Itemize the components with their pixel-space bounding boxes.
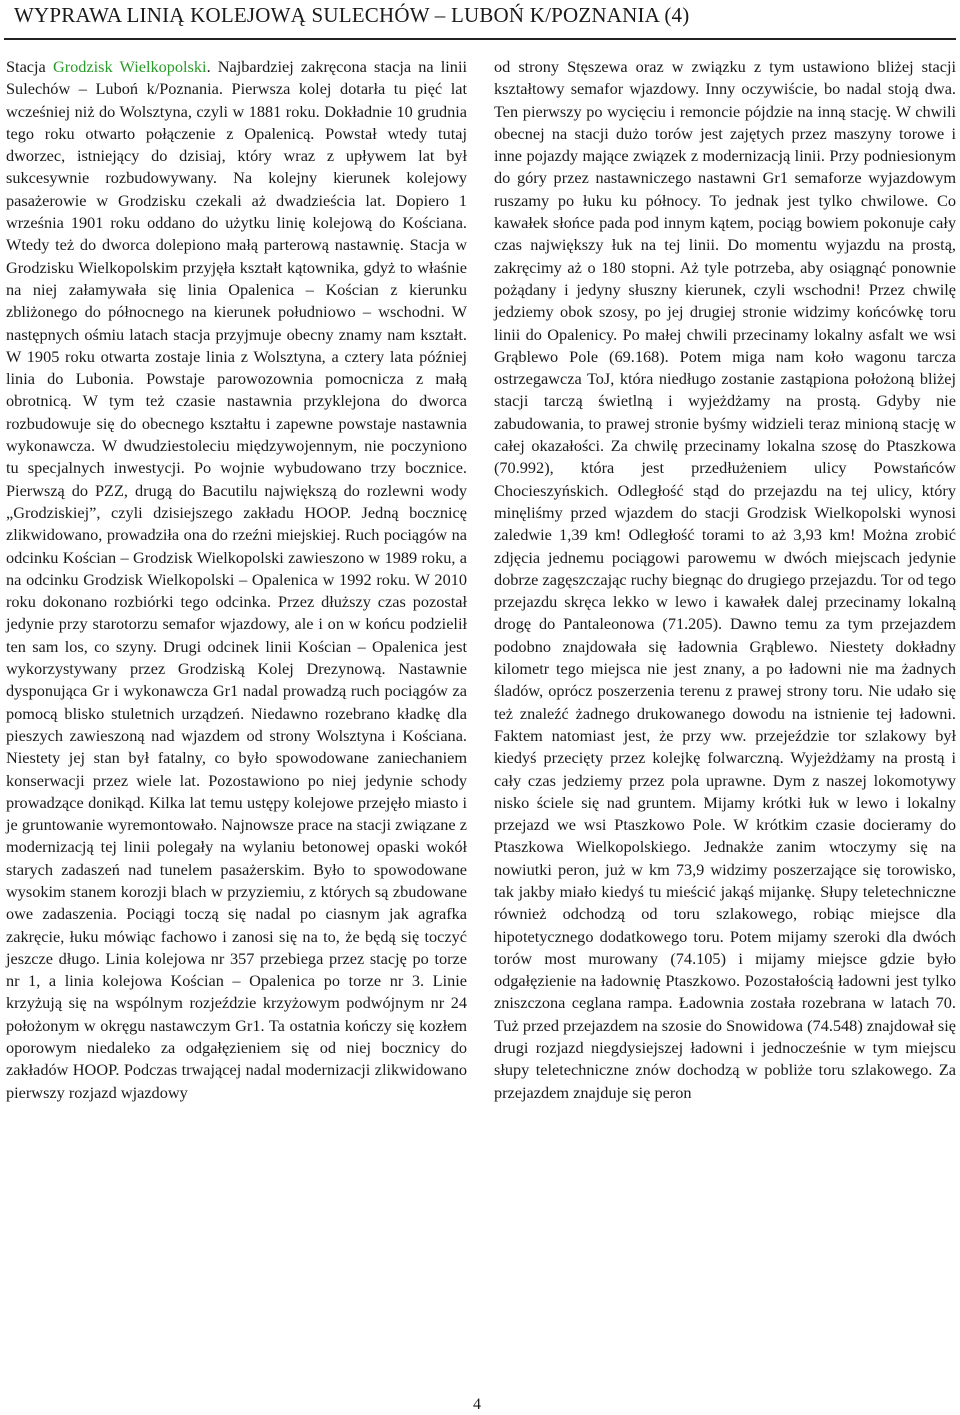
page-header [4,2,956,40]
page-number: 4 [473,1396,481,1413]
article-column-left [6,56,467,1104]
left-column-text: . Najbardziej zakręcona stacja na linii Sulechów – Luboń k/Poznania. Pierwsza kolej dotarła tu pięć lat wcześniej niż do Wolsztyna, czyli w 1881 roku. Dokładnie 10 grudnia tego roku otwarto połączenie z Opalenicą. Powstał wtedy tutaj dworzec, istniejący do dzisiaj, który wraz z upływem lat był sukcesywnie rozbudowywany. Na kolejny kierunek kolejowy pasażerowie w Grodzisku czekali aż dwadzieścia lat. Dopiero 1 września 1901 roku oddano do użytku linię kolejową do Kościana. Wtedy też do dworca dolepiono małą parterową nastawnię. Stacja w Grodzisku Wielkopolskim przyjęła kształt kątownika, gdyż to właśnie na niej załamywała się linia Opalenica – Kościan z kierunku zbliżonego do północnego na kierunek południowo – wschodni. W następnych ośmiu latach stacja przyjmuje obecny znamy nam kształt. W 1905 roku otwarta zostaje linia z Wolsztyna, a cztery lata później linia do Lubonia. Powstaje parowozownia pomocnicza z małą obrotnicą. W tym też czasie nastawnia przyklejona do dworca rozbudowuje się do obecnego kształtu i zapewne powstaje nastawnia wykonawcza. W dwudziestoleciu międzywojennym, nie poczyniono tu specjalnych inwestycji. Po wojnie wybudowano trzy bocznice. Pierwszą do PZZ, drugą do Bacutilu największą do rozlewni wody „Grodziskiej”, czyli dzisiejszego zakładu HOOP. Jedną bocznicę zlikwidowano, prowadziła ona do rzeźni miejskiej. Ruch pociągów na odcinku Kościan – Grodzisk Wielkopolski zawieszono w 1989 roku, a na odcinku Grodzisk Wielkopolski – Opalenica w 1992 roku. W 2010 roku dokonano rozbiórki tego odcinka. Przez dłuższy czas pozostał jedynie przy starotorzu semafor wjazdowy, ale i on w końcu podzielił ten sam los, co szyny. Drugi odcinek linii Kościan – Opalenica jest wykorzystywany przez Grodziską Kolej Drezynową. Nastawnie dysponująca Gr i wykonawcza Gr1 nadal prowadzą ruch pociągów za pomocą blisko stuletnich urządzeń. Niedawno rozebrano kładkę dla pieszych zawieszoną nad wjazdem od strony Wolsztyna i Kościana. Niestety jej stan był fatalny, co było spowodowane zaniechaniem konserwacji przez wiele lat. Pozostawiono po niej jedynie schody prowadzące donikąd. Kilka lat temu ustępy kolejowe przejęło miasto i je gruntowanie wyremontowało. Najnowsze prace na stacji związane z modernizacją tej linii polegały na wylaniu betonowej opaski wokół starych zadaszeń nad tunelem pasażerskim. Było to spowodowane wysokim stanem korozji blach w przyziemiu, z których są zbudowane owe zadaszenia. Pociągi toczą się nadal po ciasnym jak agrafka zakręcie, łuku mówiąc fachowo i zanosi się na to, że będą się toczyć jeszcze długo. Linia kolejowa nr 357 przebiega przez stację po torze nr 1, a linia kolejowa Kościan – Opalenica po torze nr 3. Linie krzyżują się na wspólnym rozjeździe krzyżowym podwójnym nr 24 położonym w okręgu nastawczym Gr1. Ta ostatnia kończy się kozłem oporowym niedaleko za odgałęzieniem się od niej bocznicy do zakładów HOOP. Podczas trwającej nadal modernizacji zlikwidowano pierwszy rozjazd wjazdowy [6,57,467,1102]
article-column-right [494,56,956,1104]
station-name-highlight: Grodzisk Wielkopolski [52,57,207,76]
intro-text: Stacja [6,57,53,76]
page-title: WYPRAWA LINIĄ KOLEJOWĄ SULECHÓW – LUBOŃ K/POZNANIA (4) [14,3,690,27]
right-column-text: od strony Stęszewa oraz w związku z tym ustawiono bliżej stacji kształtowy semafor wjazdowy. Inny oczywiście, bo nadal stoją dwa. Ten pierwszy po wycięciu i remoncie pójdzie na inną stację. W chwili obecnej na stacji dużo torów jest zajętych przez maszyny torowe i inne pojazdy mające związek z modernizacją linii. Przy podniesionym do góry przez nastawniczego nastawni Gr1 semaforze wyjazdowym ruszamy po łuku ku północy. To jednak jest tylko chwilowe. Co kawałek słońce pada pod innym kątem, pociąg bowiem pokonuje cały czas największy łuk na tej linii. Do momentu wyjazdu na prostą, zakręcimy aż o 180 stopni. Aż tyle potrzeba, aby osiągnąć ponownie pożądany i jedyny słuszny kierunek, czyli wschodni! Przez chwilę jedziemy obok szosy, po jej drugiej stronie widzimy końcówkę toru linii do Opalenicy. Po małej chwili przecinamy lokalny asfalt we wsi Grąblewo Pole (69.168). Potem miga nam koło wagonu tarcza ostrzegawcza ToJ, która niedługo zostanie zastąpiona położoną bliżej stacji tarczą świetlną i wyjeżdżamy na prostą. Gdyby nie zabudowania, to prawej stronie byśmy widzieli teraz minioną stację w całej okazałości. Za chwilę przecinamy lokalna szosę do Ptaszkowa (70.992), która jest przedłużeniem ulicy Powstańców Chocieszyńskich. Odległość stąd do przejazdu na tej ulicy, który minęliśmy przed wjazdem do stacji Grodzisk Wielkopolski wynosi zaledwie 1,39 km! Odległość torami to aż 3,93 km! Można zrobić zdjęcia jednemu pociągowi parowemu w dwóch miejscach jedynie dobrze zagęszczając ruchy biegnąc do drugiego przejazdu. Tor od tego przejazdu skręca lekko w lewo i kawałek dalej przecinamy lokalną drogę do Pantaleonowa (71.205). Dawno temu za tym przejazdem podobno znajdowała się ładownia Grąblewo. Niestety dokładny kilometr tego miejsca nie jest znany, a po ładowni nie ma żadnych śladów, oprócz poszerzenia terenu z prawej strony toru. Nie udało się też znaleźć żadnego drukowanego dowodu na istnienie tej ładowni. Faktem natomiast jest, że przy ww. przejeździe tor szlakowy był kiedyś przecięty przez kolejkę folwarczną. Wyjeżdżamy na prostą i cały czas jedziemy przez pola uprawne. Dym z naszej lokomotywy nisko ściele się nad gruntem. Mijamy krótki łuk w lewo i lokalny przejazd we wsi Ptaszkowo Pole. W krótkim czasie docieramy do Ptaszkowa Wielkopolskiego. Jednakże zanim wtoczymy się na nowiutki peron, już w km 73,9 widzimy poszerzające się torowisko, tak jakby miało kiedyś tu mieścić jakąś mijankę. Słupy teletechniczne również odchodzą od toru szlakowego, robiąc miejsce dla hipotetycznego dodatkowego toru. Potem mijamy szeroki dla dwóch torów most murowany (74.105) i mijamy miejsce gdzie było odgałęzienie na ładownię Ptaszkowo. Pozostałością ładowni jest tylko zniszczona ceglana rampa. Ładownia została rozebrana w latach 70. Tuż przed przejazdem na szosie do Snowidowa (74.548) znajdował się drugi rozjazd niegdysiejszej ładowni i jednocześnie w tym miejscu słupy teletechniczne znów dochodzą w pobliże toru szlakowego. Za przejazdem znajduje się peron [494,57,956,1102]
article-paragraph-left [6,56,467,1104]
